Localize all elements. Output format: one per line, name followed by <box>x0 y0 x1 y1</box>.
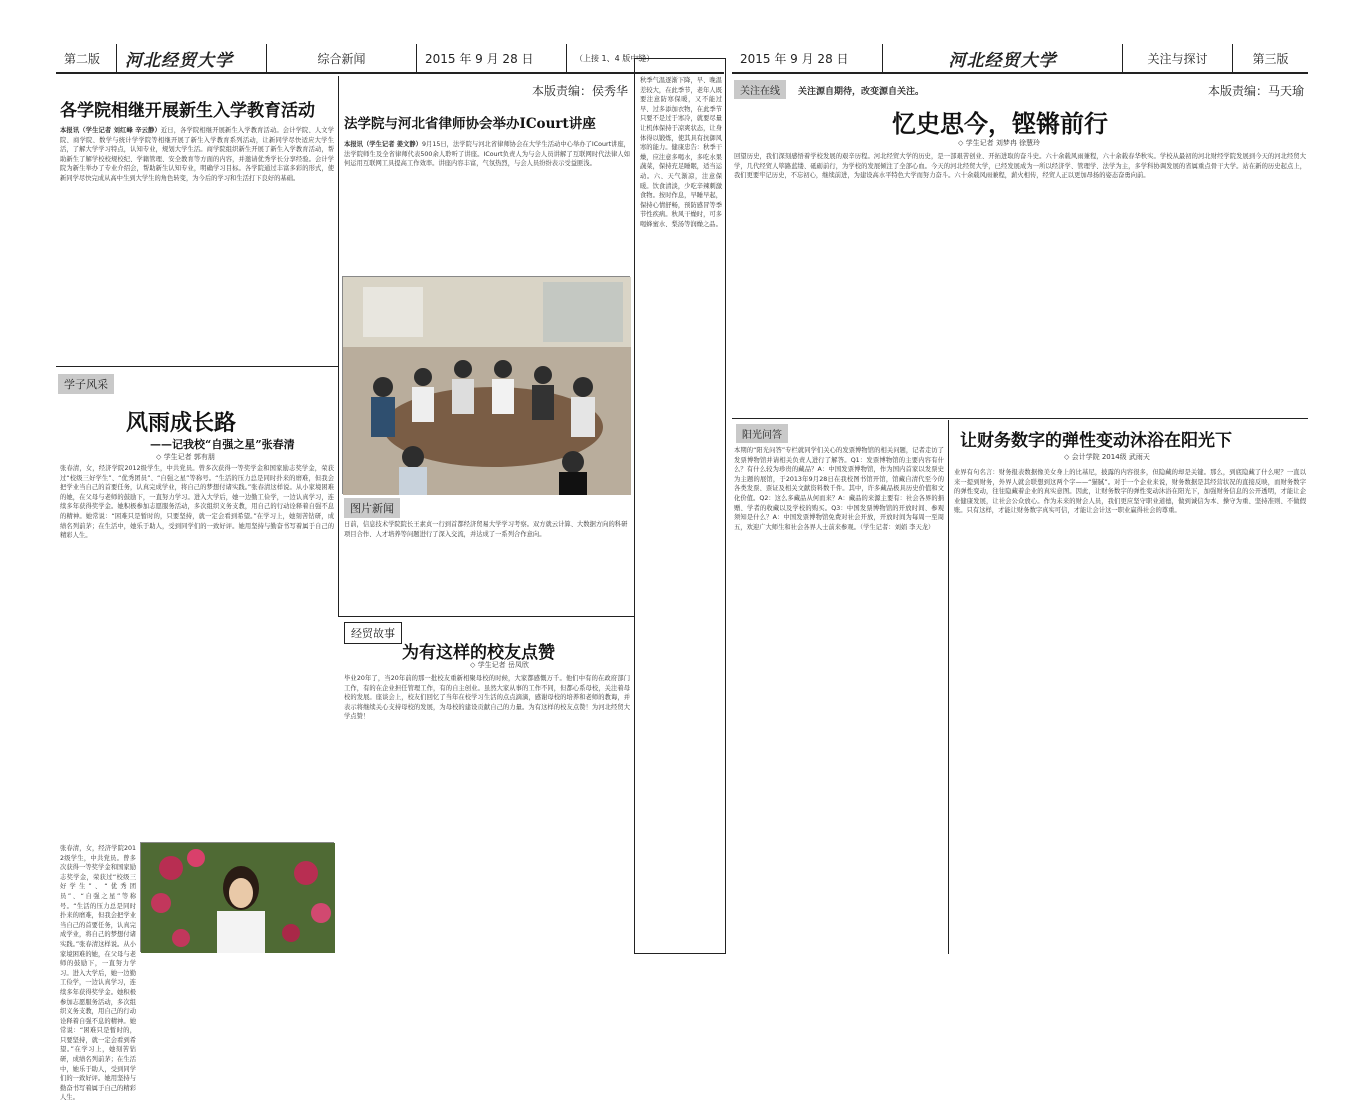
left-page <box>56 44 724 1102</box>
left-page-number: 第二版 <box>64 51 101 66</box>
focus-online-tag: 关注在线 <box>734 80 786 99</box>
right-page <box>732 44 1308 954</box>
right-page-header <box>732 44 1308 74</box>
college-article-body <box>60 126 334 362</box>
health-sidebar-body: 秋季气温逐渐下降，早、晚温差较大，在此季节，老年人既要注意防寒保暖，又不能过早、过多添加衣物，在此季节只要不是过于寒冷，就要尽量让机体保持于凉爽状态，让身体得以锻炼，使其具有抗御风寒的能力。健康忠告：秋季干燥，应注意多喝水，多吃水果蔬菜，保持充足睡眠，适当运动。六、天气渐凉，注意保暖。饮食清淡，少吃辛辣刺激食物。按时作息，早睡早起，保持心情舒畅，预防感冒等季节性疾病。秋风干燥时，可多喝蜂蜜水、梨汤等润燥之品。 <box>640 77 722 228</box>
zhang-article-body: 张春清，女，经济学院2012级学生，中共党员。曾多次获得一等奖学金和国家励志奖学金，荣获过“校级三好学生”、“优秀团员”、“自强之星”等称号。“生活的压力总是同时扑来的磨难，但我会把学业当自己的首要任务，认真完成学业，将自己的梦想付诸实践。”张春清这样说。从小家境困难的她，在父母与老师的鼓励下，一直努力学习。进入大学后，她一边勤工俭学，一边认真学习，连续多年获得奖学金。她积极参加志愿服务活动，多次组织义务支教，用自己的行动诠释着自强不息的精神。她常说：“困难只是暂时的，只要坚持，就一定会看到希望。”在学习上，她刻苦钻研，成绩名列前茅；在生活中，她乐于助人，受到同学们的一致好评。她用坚持与勤奋书写着属于自己的精彩人生。 <box>60 465 334 540</box>
history-byline: ◇ 学生记者 刘梦冉 徐慧玲 <box>958 139 1041 147</box>
college-article-title: 各学院相继开展新生入学教育活动 <box>60 101 315 121</box>
college-byline: 本报讯（学生记者 刘红峰 辛云静） <box>60 127 161 134</box>
left-section-title: 综合新闻 <box>266 44 416 72</box>
right-page-number: 第三版 <box>1232 44 1308 72</box>
finance-article-body: 业界有句名言：财务报表数据像美女身上的比基尼，披露的内容很多，但隐藏的却是关键。那么，到底隐藏了什么呢？一直以来一提到财务，外界人就会联想到这两个字——“猫腻”。对于一个企业来说，财务数据是其经营状况的直接反映，而财务数字的弹性变动，往往隐藏着企业的真实意图。因此，让财务数字的弹性变动沐浴在阳光下，加强财务信息的公开透明，才能让企业健康发展，让社会公众放心。作为未来的财会人员，我们更应坚守职业道德，做到诚信为本、操守为重、坚持准则、不做假账。只有这样，才能让财务数字真实可信，才能让会计这一职业赢得社会的尊重。 <box>954 469 1306 515</box>
zhang-article-title: 风雨成长路 <box>126 410 237 436</box>
icourt-text: 9月15日，法学院与河北省律师协会在大学生活动中心举办了ICourt讲座，法学院师生及全省律师代表500余人聆听了讲座。ICourt负责人为与会人员讲解了互联网时代法律人如何运用互联网工具提高工作效率。讲座内容丰富，气氛热烈，与会人员纷纷表示受益匪浅。 <box>344 141 630 168</box>
zhang-article-body-continued: 张春清，女，经济学院2012级学生，中共党员。曾多次获得一等奖学金和国家励志奖学金，荣获过“校级三好学生”、“优秀团员”、“自强之星”等称号。“生活的压力总是同时扑来的磨难，但我会把学业当自己的首要任务，认真完成学业，将自己的梦想付诸实践。”张春清这样说。从小家境困难的她，在父母与老师的鼓励下，一直努力学习。进入大学后，她一边勤工俭学，一边认真学习，连续多年获得奖学金。她积极参加志愿服务活动，多次组织义务支教，用自己的行动诠释着自强不息的精神。她常说：“困难只是暂时的，只要坚持，就一定会看到希望。”在学习上，她刻苦钻研，成绩名列前茅；在生活中，她乐于助人，受到同学们的一致好评。她用坚持与勤奋书写着属于自己的精彩人生。 <box>60 845 136 1102</box>
history-article-body: 回望历史，我们深刻感悟着学校发展的艰辛历程。河北经贸大学的历史，是一部艰苦创业、开拓进取的奋斗史。六十余载风雨兼程，六十余载春华秋实。学校从最初的河北财经学院发展到今天的河北经贸大学，几代经贸人筚路蓝缕、砥砺前行，为学校的发展倾注了全部心血。今天的河北经贸大学，已经发展成为一所以经济学、管理学、法学为主，多学科协调发展的省属重点骨干大学。站在新的历史起点上，我们更要牢记历史，不忘初心，继续前进，为建设高水平特色大学而努力奋斗。六十余载风雨兼程，薪火相传，经贸人正以更加昂扬的姿态奋勇向前。 <box>734 153 1306 180</box>
meeting-photo <box>342 276 630 494</box>
left-masthead: 河北经贸大学 <box>116 44 266 72</box>
right-section-title: 关注与探讨 <box>1122 44 1232 72</box>
alumni-article-body: 毕业20年了，当20年前的那一批校友重新相聚母校的时候，大家都感慨万千。他们中有的在政府部门工作，有的在企业担任管理工作，有的自主创业。虽然大家从事的工作不同，但都心系母校，关注着母校的发展。座谈会上，校友们回忆了当年在校学习生活的点点滴滴，感谢母校的培养和老师的教诲，并表示将继续关心支持母校的发展，为母校的建设贡献自己的力量。为有这样的校友点赞！为河北经贸大学点赞！ <box>344 675 630 721</box>
right-masthead: 河北经贸大学 <box>882 44 1122 72</box>
jingmao-story-tag: 经贸故事 <box>344 622 402 644</box>
zhang-byline: ◇ 学生记者 郭有朋 <box>156 453 215 461</box>
right-date: 2015 年 9 月 28 日 <box>740 51 849 66</box>
section-rule <box>338 616 634 617</box>
portrait-photo <box>140 842 334 952</box>
alumni-byline: ◇ 学生记者 岳凤欣 <box>470 661 529 669</box>
portrait-photo-image <box>141 843 335 953</box>
alumni-article-title: 为有这样的校友点赞 <box>402 643 555 663</box>
right-editor: 本版责编：马天瑜 <box>1208 84 1305 98</box>
left-sidebar-header: （上接 1、4 版中缝） <box>566 44 724 72</box>
left-editor: 本版责编：侯秀华 <box>532 84 629 98</box>
meeting-photo-image <box>343 277 631 495</box>
sunshine-qa-tag: 阳光问答 <box>736 424 788 443</box>
sidebar-frame <box>634 58 726 954</box>
finance-article-title: 让财务数字的弹性变动沐浴在阳光下 <box>960 431 1232 451</box>
college-text: 近日，各学院相继开展新生入学教育活动。会计学院、人文学院、商学院、数学与统计学学院等相继开展了新生入学教育系列活动，让新同学尽快适应大学生活，了解大学学习特点，认知专业，规划大学生活。商学院组织新生开展了新生入学教育活动，帮助新生了解学校校规校纪、学籍管理、安全教育等方面的内容，并邀请优秀学长分享经验。会计学院为新生举办了专业介绍会，帮助新生认知专业，明确学习目标。各学院通过丰富多彩的形式，使新同学尽快完成从高中生到大学生的角色转变，为今后的学习和生活打下良好的基础。 <box>60 127 334 182</box>
section-rule <box>56 366 338 367</box>
history-article-title: 忆史思今，铿锵前行 <box>892 109 1108 138</box>
student-style-tag: 学子风采 <box>58 374 114 394</box>
zhang-article-subtitle: ——记我校“自强之星”张春清 <box>150 438 295 451</box>
column-rule <box>338 76 339 616</box>
left-page-header <box>56 44 724 74</box>
icourt-byline: 本报讯（学生记者 姜文静） <box>344 141 422 148</box>
photo-news-caption: 日前，信息技术学院院长王素贞一行到首都经济贸易大学学习考察。双方就云计算、大数据方向的科研项目合作、人才培养等问题进行了深入交流，并达成了一系列合作意向。 <box>344 521 628 538</box>
column-rule <box>948 420 949 954</box>
focus-tagline: 关注源自期待，改变源自关注。 <box>798 87 925 97</box>
photo-news-tag: 图片新闻 <box>344 498 400 518</box>
section-rule <box>732 418 1308 419</box>
icourt-article-title: 法学院与河北省律师协会举办ICourt讲座 <box>344 116 596 132</box>
finance-byline: ◇ 会计学院 2014级 武雨天 <box>1064 453 1150 461</box>
icourt-article-body <box>344 140 630 260</box>
left-date: 2015 年 9 月 28 日 <box>416 44 566 72</box>
sunshine-qa-body: 本期的“阳光问答”专栏就同学们关心的发票博物馆的相关问题，记者走访了发票博物馆并请相关负责人进行了解答。Q1：发票博物馆的主要内容有什么？有什么较为珍贵的藏品？A：中国发票博物馆，作为国内首家以发票史为主题的展馆，于2013年9月28日在我校图书馆开馆，馆藏自清代至今的各类发票、票证及相关文献资料数千件。其中，许多藏品极具历史价值和文化价值。Q2：这么多藏品从何而来？A：藏品的来源主要有：社会各界的捐赠、学者的收藏以及学校的购买。Q3：中国发票博物馆的开放时间、参观须知是什么？A：中国发票博物馆免费对社会开放，开放时间为每周一至周五，欢迎广大师生和社会各界人士前来参观。（学生记者：刘娟 李天龙） <box>734 447 944 531</box>
